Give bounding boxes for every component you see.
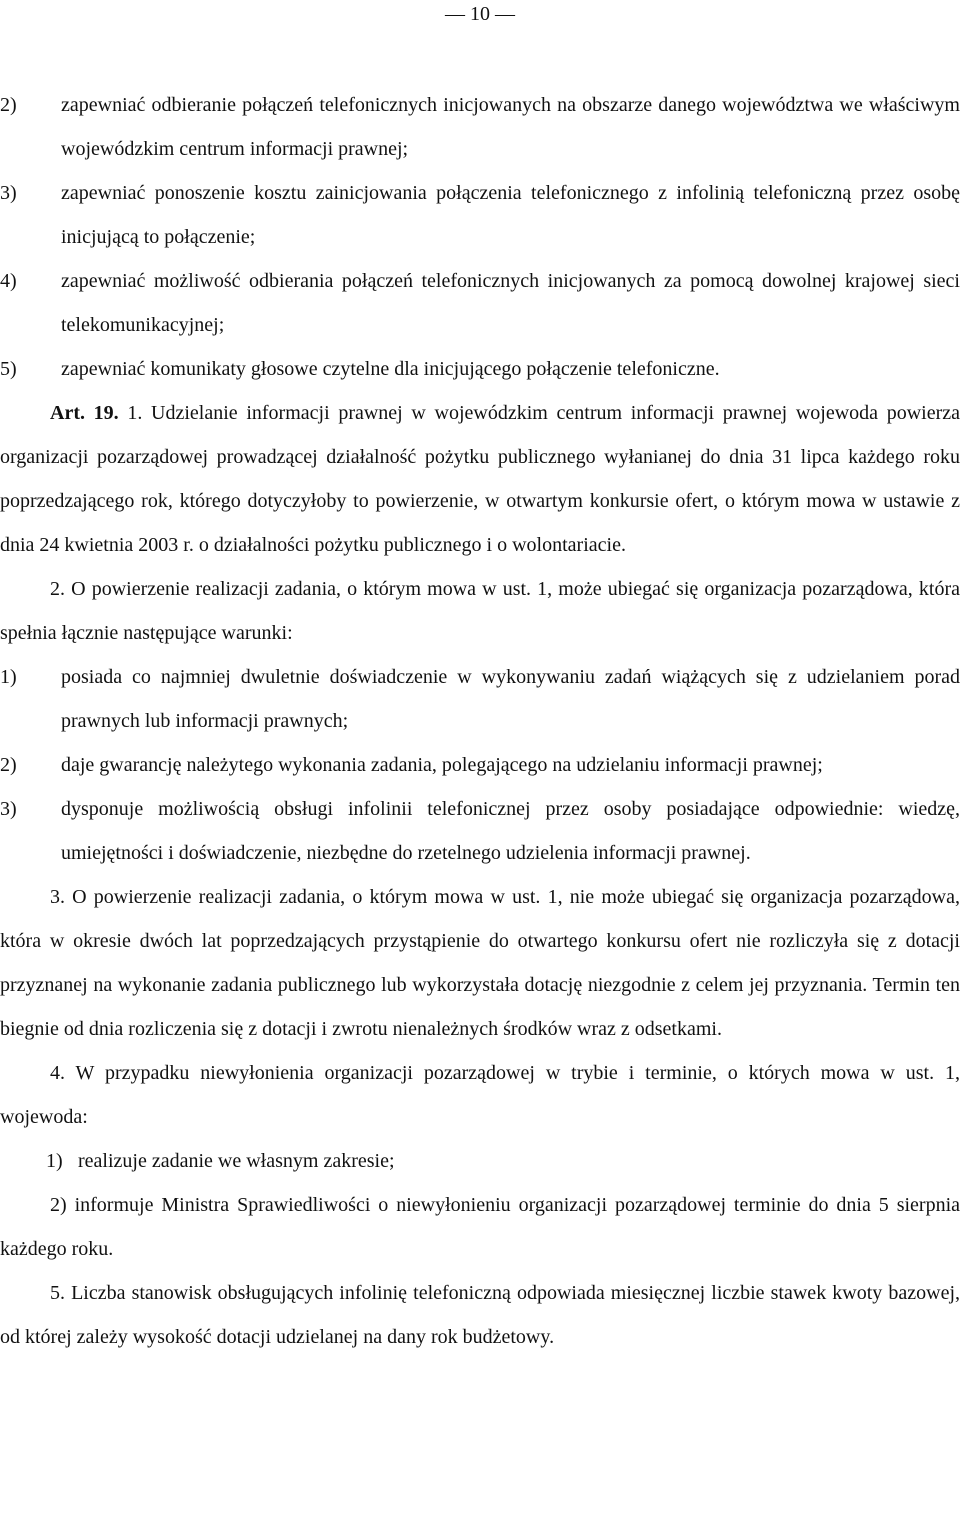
item-text: zapewniać odbieranie połączeń telefonicznych inicjowanych na obszarze danego województwa we właściwym wojewódzkim centrum informacji prawnej; bbox=[61, 94, 960, 160]
item-text: realizuje zadanie we własnym zakresie; bbox=[78, 1150, 395, 1172]
item-text: dysponuje możliwością obsługi infolinii telefonicznej przez osoby posiadające odpowiednie: wiedzę, umiejętności i doświadczenie, niezbędne do rzetelnego udzielenia informacji prawnej. bbox=[61, 798, 960, 864]
list-item bbox=[0, 171, 960, 259]
item-text: daje gwarancję należytego wykonania zadania, polegającego na udzielaniu informacji prawnej; bbox=[61, 754, 823, 776]
paragraph-text: 4. W przypadku niewyłonienia organizacji pozarządowej w trybie i terminie, o których mowa w ust. 1, wojewoda: bbox=[0, 1062, 960, 1128]
page-number: — 10 — bbox=[445, 3, 515, 25]
item-text: zapewniać komunikaty głosowe czytelne dla inicjującego połączenie telefoniczne. bbox=[61, 358, 720, 380]
paragraph-text: 3. O powierzenie realizacji zadania, o którym mowa w ust. 1, nie może ubiegać się organizacja pozarządowa, która w okresie dwóch lat poprzedzających przystąpienie do otwartego konkursu ofert nie rozliczyła się z dotacji przyznanej na wykonanie zadania publicznego lub wykorzystała dotację niezgodnie z celem jej przyznania. Termin ten biegnie od dnia rozliczenia się z dotacji i zwrotu nienależnych środków wraz z odsetkami. bbox=[0, 886, 960, 1040]
item-number: 3) bbox=[0, 182, 17, 204]
list-item bbox=[0, 1139, 960, 1183]
paragraph-text: 5. Liczba stanowisk obsługujących infolinię telefoniczną odpowiada miesięcznej liczbie stawek kwoty bazowej, od której zależy wysokość dotacji udzielanej na dany rok budżetowy. bbox=[0, 1282, 960, 1348]
item-text: zapewniać ponoszenie kosztu zainicjowania połączenia telefonicznego z infolinią telefoniczną przez osobę inicjującą to połączenie; bbox=[61, 182, 960, 248]
item-number: 2) bbox=[0, 94, 17, 116]
list-item bbox=[0, 743, 960, 787]
item-number: 2) bbox=[50, 1194, 67, 1216]
item-number: 3) bbox=[0, 798, 17, 820]
item-number: 4) bbox=[0, 270, 17, 292]
article-label: Art. 19. bbox=[50, 402, 119, 424]
article-paragraph-3 bbox=[0, 875, 960, 1051]
item-number: 5) bbox=[0, 358, 17, 380]
item-text: posiada co najmniej dwuletnie doświadczenie w wykonywaniu zadań wiążących się z udzielaniem porad prawnych lub informacji prawnych; bbox=[61, 666, 960, 732]
list-item bbox=[0, 347, 960, 391]
list-item bbox=[0, 1183, 960, 1271]
item-number: 2) bbox=[0, 754, 17, 776]
paragraph-text: 2. O powierzenie realizacji zadania, o którym mowa w ust. 1, może ubiegać się organizacja pozarządowa, która spełnia łącznie następujące warunki: bbox=[0, 578, 960, 644]
item-text: zapewniać możliwość odbierania połączeń telefonicznych inicjowanych za pomocą dowolnej krajowej sieci telekomunikacyjnej; bbox=[61, 270, 960, 336]
article-paragraph-5 bbox=[0, 1271, 960, 1359]
list-item bbox=[0, 787, 960, 875]
article-paragraph-4 bbox=[0, 1051, 960, 1139]
list-item bbox=[0, 83, 960, 171]
item-number: 1) bbox=[46, 1150, 63, 1172]
item-number: 1) bbox=[0, 666, 17, 688]
article-paragraph-2 bbox=[0, 567, 960, 655]
document-body bbox=[0, 83, 960, 1359]
item-text: informuje Ministra Sprawiedliwości o niewyłonieniu organizacji pozarządowej terminie do dnia 5 sierpnia każdego roku. bbox=[0, 1194, 960, 1260]
list-item bbox=[0, 655, 960, 743]
list-item bbox=[0, 259, 960, 347]
paragraph-text: 1. Udzielanie informacji prawnej w wojewódzkim centrum informacji prawnej wojewoda powierza organizacji pozarządowej prowadzącej działalność pożytku publicznego wyłanianej do dnia 31 lipca każdego roku poprzedzającego rok, którego dotyczyłoby to powierzenie, w otwartym konkursie ofert, o którym mowa w ustawie z dnia 24 kwietnia 2003 r. o działalności pożytku publicznego i o wolontariacie. bbox=[0, 402, 960, 556]
article-paragraph-1 bbox=[0, 391, 960, 567]
